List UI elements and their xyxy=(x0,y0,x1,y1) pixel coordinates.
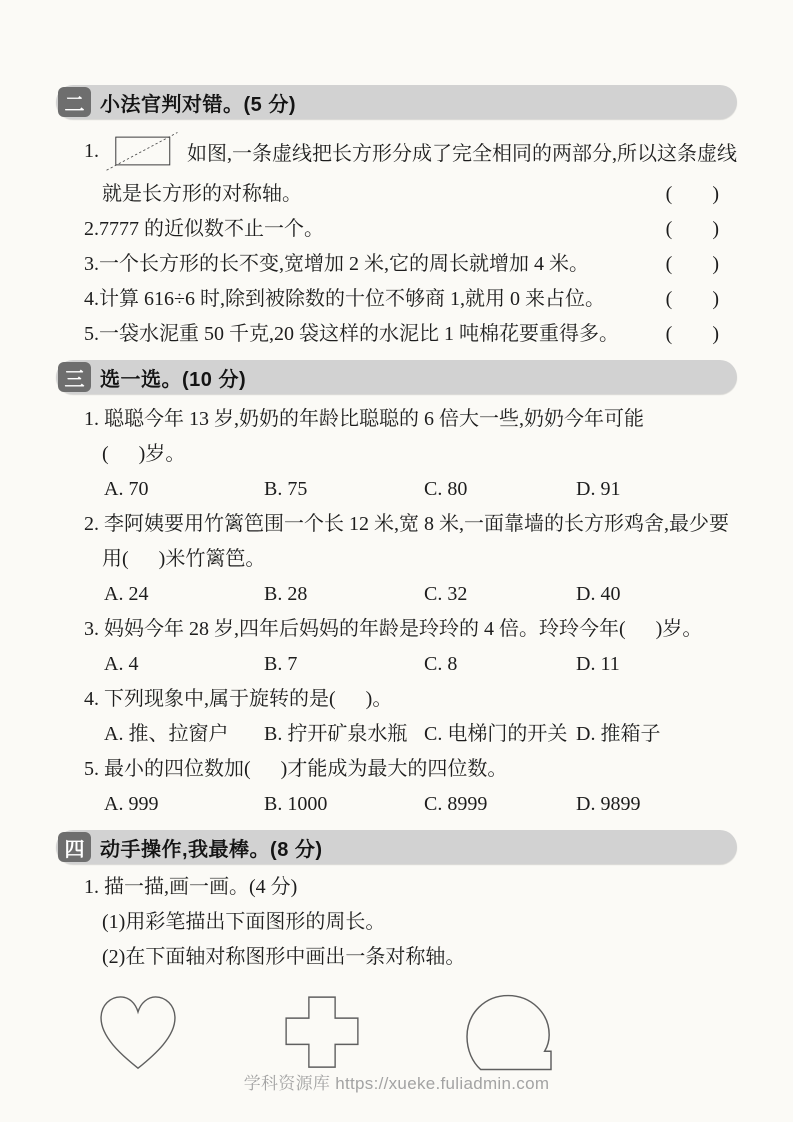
judge-item-5-answer-blank: ( ) xyxy=(665,323,719,345)
choice-item-2-option-c: C. 32 xyxy=(424,583,468,605)
choice-item-5-option-d: D. 9899 xyxy=(576,793,641,815)
choice-item-5 xyxy=(56,752,737,822)
choice-item-2-option-a: A. 24 xyxy=(104,583,149,605)
hands-on-task-1: (1)用彩笔描出下面图形的周长。 xyxy=(102,911,386,933)
choice-item-1-line1: 1. 聪聪今年 13 岁,奶奶的年龄比聪聪的 6 倍大一些,奶奶今年可能 xyxy=(84,408,644,430)
section-hands-on-header xyxy=(56,830,737,864)
judge-item-1-line2 xyxy=(102,177,737,212)
choice-item-3-options xyxy=(104,647,737,682)
judge-item-5-text: 5.一袋水泥重 50 千克,20 袋这样的水泥比 1 吨棉花要重得多。 xyxy=(84,323,619,345)
choice-item-5-option-c: C. 8999 xyxy=(424,793,488,815)
choice-item-4-option-b: B. 拧开矿泉水瓶 xyxy=(264,723,408,745)
choice-item-5-line1: 5. 最小的四位数加( )才能成为最大的四位数。 xyxy=(84,758,508,780)
choice-item-1-option-b: B. 75 xyxy=(264,478,308,500)
rectangle-with-dashed-diagonal-figure xyxy=(105,124,179,178)
choice-item-2-option-d: D. 40 xyxy=(576,583,621,605)
choice-item-2 xyxy=(56,507,737,612)
judge-item-3 xyxy=(84,247,737,282)
heart-shape-figure xyxy=(94,991,182,1080)
judge-item-4-text: 4.计算 616÷6 时,除到被除数的十位不够商 1,就用 0 来占位。 xyxy=(84,288,605,310)
section-hands-on-title: 动手操作,我最棒。(8 分) xyxy=(100,838,323,861)
judge-item-1-number: 1. xyxy=(84,139,99,162)
choice-item-1-line2: ( )岁。 xyxy=(102,443,186,465)
choice-item-1-option-d: D. 91 xyxy=(576,478,621,500)
judge-item-1 xyxy=(56,125,737,212)
section-choice-number-badge: 三 xyxy=(58,362,91,392)
choice-item-4 xyxy=(56,682,737,752)
choice-item-4-option-c: C. 电梯门的开关 xyxy=(424,723,568,745)
judge-item-5 xyxy=(84,317,737,352)
choice-item-2-options xyxy=(104,577,737,612)
choice-item-2-line2: 用( )米竹篱笆。 xyxy=(102,548,266,570)
judge-item-2 xyxy=(84,212,737,247)
choice-item-2-line1: 2. 李阿姨要用竹篱笆围一个长 12 米,宽 8 米,一面靠墙的长方形鸡舍,最少要 xyxy=(84,513,729,535)
section-judge-number-badge: 二 xyxy=(58,87,91,117)
choice-item-5-options xyxy=(104,787,737,822)
section-judge xyxy=(56,85,737,352)
section-choice-title: 选一选。(10 分) xyxy=(100,368,247,391)
judge-item-1-text: 如图,一条虚线把长方形分成了完全相同的两部分,所以这条虚线 xyxy=(187,142,737,165)
judge-item-2-answer-blank: ( ) xyxy=(665,218,719,240)
section-choice xyxy=(56,360,737,822)
choice-item-3-option-a: A. 4 xyxy=(104,653,139,675)
judge-item-1-answer-blank: ( ) xyxy=(665,183,719,205)
hands-on-task-2: (2)在下面轴对称图形中画出一条对称轴。 xyxy=(102,946,466,968)
judge-item-4-answer-blank: ( ) xyxy=(665,288,719,310)
choice-item-4-option-d: D. 推箱子 xyxy=(576,723,661,745)
choice-item-5-option-a: A. 999 xyxy=(104,793,159,815)
choice-item-3-option-b: B. 7 xyxy=(264,653,298,675)
choice-item-3 xyxy=(56,612,737,682)
footer-watermark: 学科资源库 https://xueke.fuliadmin.com xyxy=(243,1074,550,1093)
hands-on-figures xyxy=(56,981,737,1076)
choice-item-3-option-d: D. 11 xyxy=(576,653,620,675)
choice-item-1-options xyxy=(104,472,737,507)
cross-shape-figure xyxy=(280,991,364,1080)
section-hands-on xyxy=(56,830,737,1076)
choice-item-4-line1: 4. 下列现象中,属于旋转的是( )。 xyxy=(84,688,393,710)
judge-item-4 xyxy=(84,282,737,317)
section-choice-header xyxy=(56,360,737,394)
section-judge-title: 小法官判对错。(5 分) xyxy=(100,93,296,116)
circle-with-corner-figure xyxy=(461,991,557,1080)
judge-item-1-line1 xyxy=(84,125,737,177)
choice-item-2-option-b: B. 28 xyxy=(264,583,308,605)
choice-item-1-option-c: C. 80 xyxy=(424,478,468,500)
choice-item-3-line1: 3. 妈妈今年 28 岁,四年后妈妈的年龄是玲玲的 4 倍。玲玲今年( )岁。 xyxy=(84,618,703,640)
judge-item-3-text: 3.一个长方形的长不变,宽增加 2 米,它的周长就增加 4 米。 xyxy=(84,253,589,275)
choice-item-1-option-a: A. 70 xyxy=(104,478,149,500)
choice-item-4-options xyxy=(104,717,737,752)
section-hands-on-number-badge: 四 xyxy=(58,832,91,862)
choice-item-5-option-b: B. 1000 xyxy=(264,793,328,815)
judge-item-2-text: 2.7777 的近似数不止一个。 xyxy=(84,218,324,240)
judge-item-1-text2: 就是长方形的对称轴。 xyxy=(102,183,302,205)
choice-item-1 xyxy=(56,402,737,507)
section-judge-header xyxy=(56,85,737,119)
judge-item-3-answer-blank: ( ) xyxy=(665,253,719,275)
hands-on-sub1: 1. 描一描,画一画。(4 分) xyxy=(84,876,298,898)
choice-item-4-option-a: A. 推、拉窗户 xyxy=(104,723,229,745)
choice-item-3-option-c: C. 8 xyxy=(424,653,458,675)
